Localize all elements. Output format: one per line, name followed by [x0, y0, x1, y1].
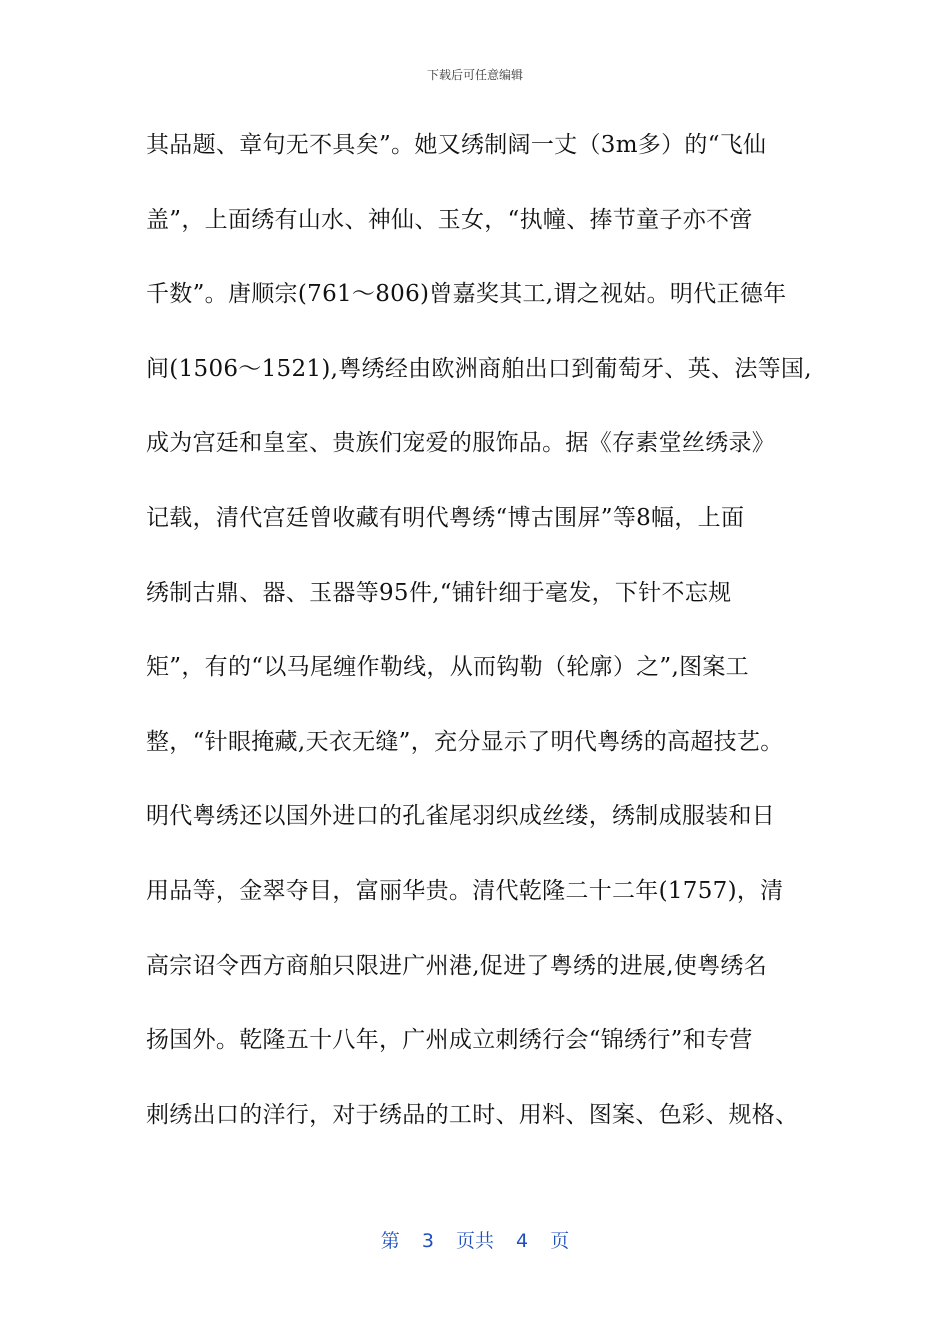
text-line: 用品等，金翠夺目，富丽华贵。清代乾隆二十二年(1757)，清 — [146, 877, 784, 904]
text-line: 明代粤绣还以国外进口的孔雀尾羽织成丝缕，绣制成服装和日 — [146, 803, 776, 830]
footer-suffix: 页 — [550, 1230, 570, 1252]
total-page-count: 4 — [516, 1230, 529, 1252]
text-line: 整，“针眼掩藏,天衣无缝”，充分显示了明代粤绣的高超技艺。 — [146, 728, 784, 755]
text-line: 记载，清代宫廷曾收藏有明代粤绣“博古围屏”等8幅，上面 — [146, 504, 745, 531]
text-line: 其品题、章句无不具矣”。她又绣制阔一丈（3m多）的“飞仙 — [146, 132, 767, 158]
document-body — [146, 125, 836, 1169]
text-line: 扬国外。乾隆五十八年，广州成立刺绣行会“锦绣行”和专营 — [146, 1027, 753, 1054]
current-page-number: 3 — [421, 1230, 434, 1252]
text-line: 间(1506～1521),粤绣经由欧洲商舶出口到葡萄牙、英、法等国, — [146, 355, 812, 382]
text-line: 矩”，有的“以马尾缠作勒线，从而钩勒（轮廓）之”,图案工 — [146, 654, 749, 681]
text-line: 成为宫廷和皇室、贵族们宠爱的服饰品。据《存素堂丝绣录》 — [146, 430, 776, 457]
text-line: 高宗诏令西方商舶只限进广州港,促进了粤绣的进展,使粤绣名 — [146, 952, 768, 979]
footer-prefix: 第 — [380, 1230, 400, 1252]
text-line: 盖”，上面绣有山水、神仙、玉女，“执幢、捧节童子亦不啻 — [146, 206, 753, 233]
header-note: 下载后可任意编辑 — [426, 68, 523, 82]
footer-middle: 页共 — [455, 1230, 494, 1252]
text-line: 刺绣出口的洋行，对于绣品的工时、用料、图案、色彩、规格、 — [146, 1101, 799, 1128]
text-line: 千数”。唐顺宗(761～806)曾嘉奖其工,谓之视姑。明代正德年 — [146, 281, 787, 308]
page-footer — [0, 1226, 950, 1253]
text-line: 绣制古鼎、器、玉器等95件,“铺针细于毫发，下针不忘规 — [146, 579, 732, 606]
